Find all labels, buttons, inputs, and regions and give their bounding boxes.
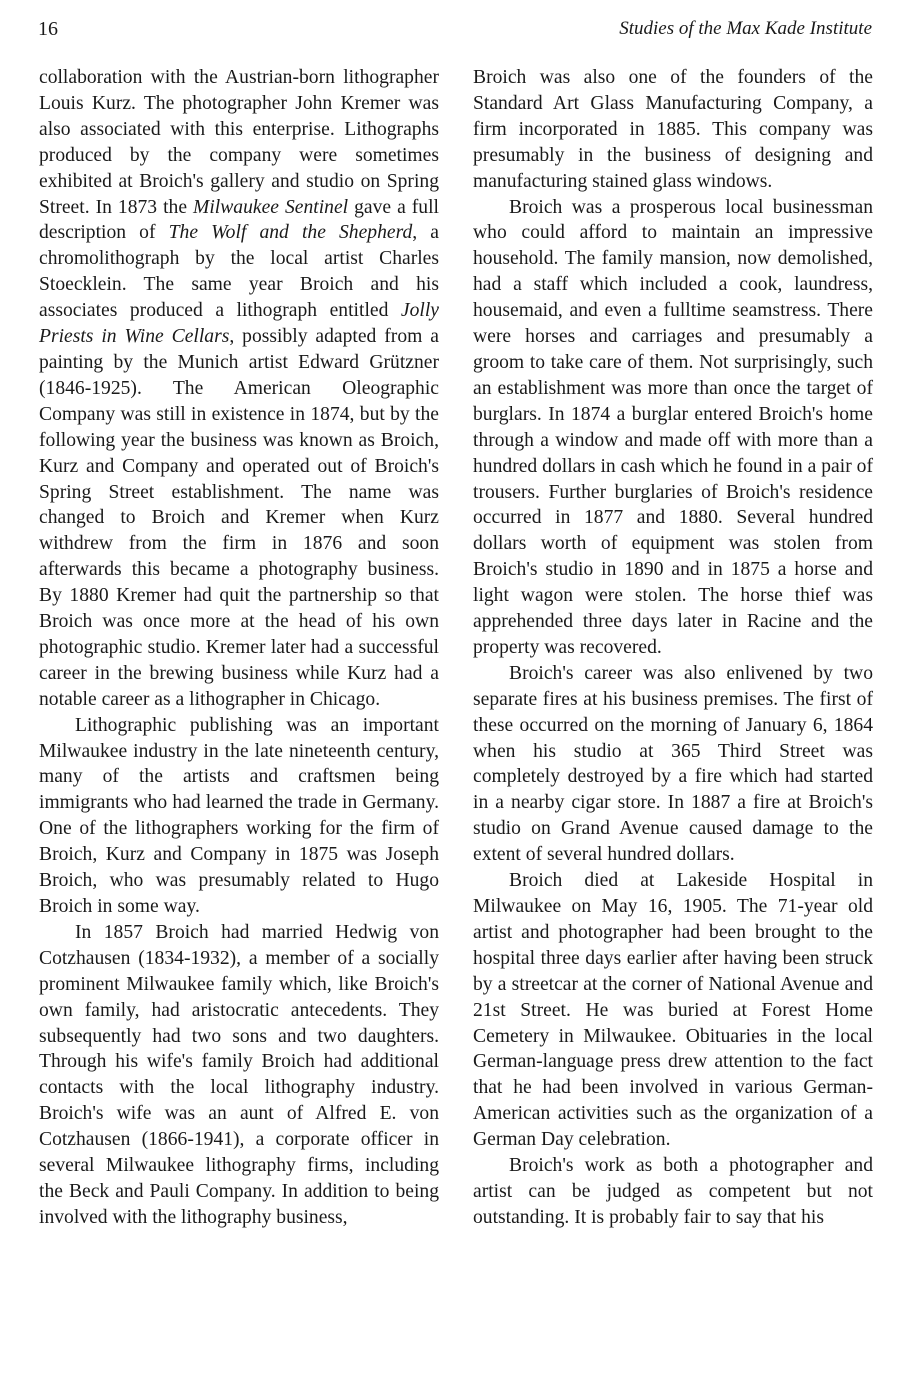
right-column: [473, 65, 873, 1231]
text-run: collaboration with the Austrian-born lithographer Louis Kurz. The photographer John Kremer was also associated with this enterprise. Lithographs produced by the company were sometimes exhibited at Broich's gallery and studio on Spring Street. In 1873 the: [39, 67, 439, 218]
artwork-title: The Wolf and the Shepherd: [168, 222, 413, 244]
artwork-title: Jolly Priests in Wine Cellars: [39, 300, 439, 348]
newspaper-title: Milwaukee Sentinel: [193, 196, 349, 218]
paragraph: Broich's career was also enlivened by two separate fires at his business premises. The first of these occurred on the morning of January 6, 1864 when his studio at 365 Third Street was completely destroyed by a fire which had started in a nearby cigar store. In 1887 a fire at Broich's studio on Grand Avenue caused damage to the extent of several hundred dollars.: [473, 662, 873, 866]
left-column: [39, 65, 439, 1231]
paragraph: Broich was also one of the founders of the Standard Art Glass Manufacturing Company, a firm incorporated in 1885. This company was presumably in the business of designing and manufacturing stained glass windows.: [473, 67, 873, 192]
paragraph: Broich was a prosperous local businessman who could afford to maintain an impressive household. The family mansion, now demolished, had a staff which included a cook, laundress, housemaid, and even a fulltime seamstress. There were horses and carriages and presumably a groom to take care of them. Not surprisingly, such an establishment was more than once the target of burglars. In 1874 a burglar entered Broich's home through a window and made off with more than a hundred dollars in cash which he found in a pair of trousers. Further burglaries of Broich's residence occurred in 1877 and 1880. Several hundred dollars worth of equipment was stolen from Broich's studio in 1890 and in 1875 a horse and light wagon were stolen. The horse thief was apprehended three days later in Racine and the property was recovered.: [473, 196, 873, 658]
text-run: , a chromolithograph by the local artist Charles Stoecklein. The same year Broich and his associates produced a lithograph entitled: [39, 222, 440, 322]
paragraph: Broich died at Lakeside Hospital in Milwaukee on May 16, 1905. The 71-year old artist and photographer had been brought to the hospital three days earlier after having been struck by a streetcar at the corner of National Avenue and 21st Street. He was buried at Forest Home Cemetery in Milwaukee. Obituaries in the local German-language press drew attention to the fact that he had been involved in various German-American activities such as the organization of a German Day celebration.: [473, 870, 873, 1151]
text-run: , possibly adapted from a painting by the Munich artist Edward Grützner (1846-1925). The American Oleographic Company was still in existence in 1874, but by the following year the business was known as Broich, Kurz and Company and operated out of Broich's Spring Street establishment. The name was changed to Broich and Kremer when Kurz withdrew from the firm in 1876 and soon afterwards this became a photography business. By 1880 Kremer had quit the partnership so that Broich was once more at the head of his own photographic studio. Kremer later had a successful career in the brewing business while Kurz had a notable career as a lithographer in Chicago.: [39, 326, 439, 710]
page-number: 16: [38, 18, 58, 40]
running-head: Studies of the Max Kade Institute: [619, 18, 872, 39]
paragraph: [39, 65, 439, 713]
paragraph: Broich's work as both a photographer and artist can be judged as competent but not outstanding. It is probably fair to say that his: [473, 1155, 873, 1228]
text-run: gave a full description of: [39, 196, 439, 244]
paragraph: In 1857 Broich had married Hedwig von Cotzhausen (1834-1932), a member of a socially prominent Milwaukee family which, like Broich's own family, had aristocratic antecedents. They subsequently had two sons and two daughters. Through his wife's family Broich had additional contacts with the local lithography industry. Broich's wife was an aunt of Alfred E. von Cotzhausen (1866-1941), a corporate officer in several Milwaukee lithography firms, including the Beck and Pauli Company. In addition to being involved with the lithography business,: [39, 921, 439, 1228]
paragraph: Lithographic publishing was an important Milwaukee industry in the late nineteenth century, many of the artists and craftsmen being immigrants who had learned the trade in Germany. One of the lithographers working for the firm of Broich, Kurz and Company in 1875 was Joseph Broich, who was presumably related to Hugo Broich in some way.: [39, 714, 439, 917]
